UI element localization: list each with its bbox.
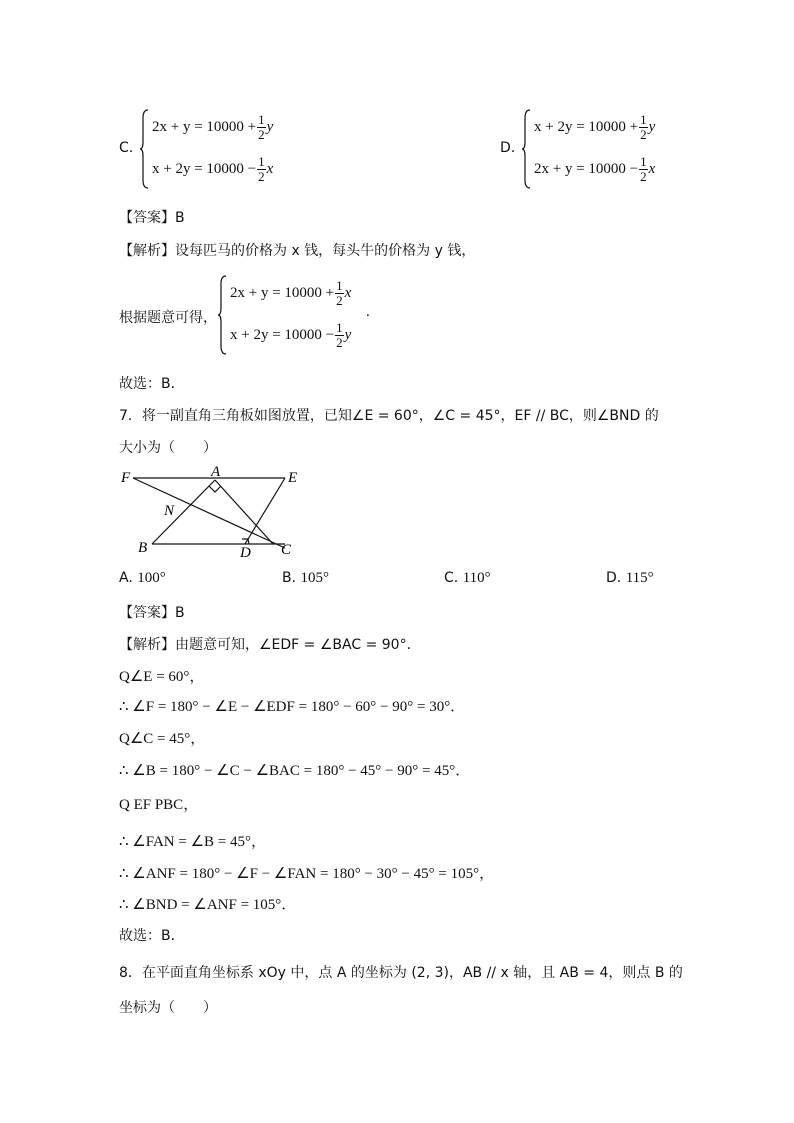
eq-var: y (344, 326, 352, 343)
label-e: E (288, 470, 298, 486)
label-f: F (121, 470, 131, 486)
eq-var: y (266, 118, 274, 135)
numerator: 1 (258, 154, 265, 169)
q7-option-c[interactable] (444, 570, 491, 587)
label-a: A (211, 464, 221, 480)
numerator: 1 (336, 278, 343, 293)
q8-stem-line2: 坐标为（ ） (119, 1000, 217, 1016)
left-brace-icon (522, 108, 532, 190)
q7-analysis-line-2: Q∠E = 60°， (119, 669, 205, 685)
q7-analysis-line-4: Q∠C = 45°， (119, 731, 206, 747)
option-c-eq1 (152, 113, 273, 142)
right-angle-a (209, 486, 221, 492)
eq-var: x (266, 160, 274, 177)
option-d-eq2 (534, 155, 655, 184)
q7-analysis-line-9: ∴ ∠BND = ∠ANF = 105°． (119, 897, 297, 913)
label-b: B (138, 540, 148, 556)
fraction (257, 113, 266, 142)
q7-option-b[interactable] (282, 570, 329, 587)
fraction (257, 155, 266, 184)
left-brace-icon (218, 274, 228, 356)
q7-analysis-line-3: ∴ ∠F = 180° − ∠E − ∠EDF = 180° − 60° − 90° = 30°． (119, 699, 466, 715)
q7-choose: 故选：B． (119, 928, 185, 944)
option-value: 100° (137, 570, 166, 586)
option-label: D. (606, 570, 622, 586)
q6-analysis-lead: 根据题意可得， (119, 310, 217, 326)
eq-lhs: 2x + y = 10000 − (534, 160, 639, 177)
q6-choose: 故选：B． (119, 376, 185, 392)
option-value: 105° (300, 570, 330, 586)
option-value: 115° (625, 570, 654, 586)
option-label: B. (282, 570, 297, 586)
option-c-eq2 (152, 155, 273, 184)
q7-analysis-line-7: ∴ ∠FAN = ∠B = 45°， (119, 834, 267, 850)
denominator: 2 (640, 127, 647, 142)
q8-stem-line1: 8．在平面直角坐标系 xOy 中，点 A 的坐标为 (2, 3)，AB // x 轴，且 AB = 4，则点 B 的 (119, 965, 683, 981)
fraction (639, 155, 648, 184)
numerator: 1 (640, 112, 647, 127)
eq-var: x (344, 284, 352, 301)
system-period: . (366, 304, 370, 320)
q7-stem-line2: 大小为（ ） (119, 440, 217, 456)
option-label: A. (119, 570, 133, 586)
eq-var: x (648, 160, 656, 177)
eq-lhs: 2x + y = 10000 + (152, 118, 257, 135)
eq-lhs: x + 2y = 10000 − (230, 326, 335, 343)
label-c: C (281, 542, 292, 558)
segment-fc (133, 478, 285, 548)
option-d-label: D. (500, 140, 516, 156)
q6-answer: 【答案】B (119, 210, 185, 226)
segment-ed (245, 478, 285, 544)
eq-lhs: x + 2y = 10000 + (534, 118, 639, 135)
option-value: 110° (462, 570, 491, 586)
fraction (335, 279, 344, 308)
q7-stem-line1: 7．将一副直角三角板如图放置，已知∠E = 60°，∠C = 45°，EF // BC，则∠BND 的 (119, 408, 659, 424)
q6-analysis-intro: 【解析】设每匹马的价格为 x 钱，每头牛的价格为 y 钱， (119, 243, 476, 259)
eq-lhs: x + 2y = 10000 − (152, 160, 257, 177)
eq-lhs: 2x + y = 10000 + (230, 284, 335, 301)
numerator: 1 (336, 320, 343, 335)
q7-option-d[interactable] (606, 570, 654, 587)
left-brace-icon (140, 108, 150, 190)
fraction (335, 321, 344, 350)
solution-eq2 (230, 321, 351, 350)
eq-var: y (648, 118, 656, 135)
q7-analysis-line-1: 【解析】由题意可知，∠EDF = ∠BAC = 90°． (119, 637, 421, 653)
option-c-label: C. (119, 140, 134, 156)
q7-analysis-line-5: ∴ ∠B = 180° − ∠C − ∠BAC = 180° − 45° − 90° = 45°． (119, 763, 471, 779)
numerator: 1 (258, 112, 265, 127)
option-label: C. (444, 570, 459, 586)
fraction (639, 113, 648, 142)
option-d-eq1 (534, 113, 655, 142)
q7-analysis-line-8: ∴ ∠ANF = 180° − ∠F − ∠FAN = 180° − 30° − 45° = 105°， (119, 866, 495, 882)
q7-option-a[interactable] (119, 570, 166, 587)
denominator: 2 (258, 127, 265, 142)
denominator: 2 (640, 169, 647, 184)
denominator: 2 (336, 335, 343, 350)
numerator: 1 (640, 154, 647, 169)
denominator: 2 (336, 293, 343, 308)
denominator: 2 (258, 169, 265, 184)
q7-answer: 【答案】B (119, 605, 185, 621)
label-d: D (240, 545, 251, 561)
q7-analysis-line-6: Q EF PBC， (119, 797, 199, 813)
q7-geometry-figure (115, 462, 315, 562)
label-n: N (164, 503, 175, 519)
solution-eq1 (230, 279, 351, 308)
